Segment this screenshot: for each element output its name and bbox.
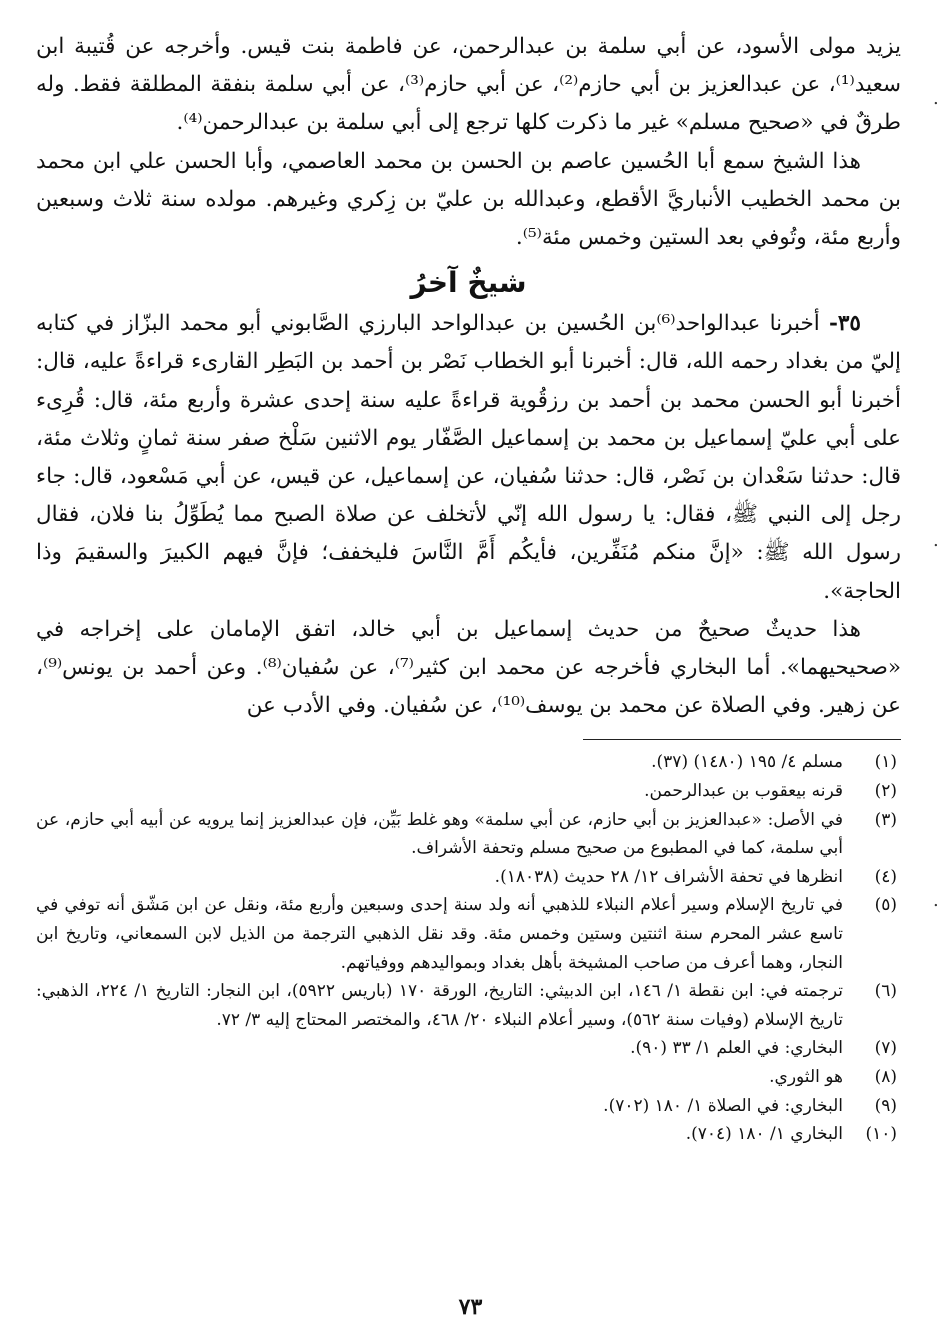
footnotes-section bbox=[36, 748, 901, 1148]
footnote-number: (١٠) bbox=[865, 1124, 897, 1145]
footnote-text: مسلم ٤/ ١٩٥ (١٤٨٠) (٣٧). bbox=[651, 752, 843, 773]
footnote-text: انظرها في تحفة الأشراف ١٢/ ٢٨ حديث (١٨٠٣٨). bbox=[494, 866, 843, 887]
footnote-number: (٤) bbox=[874, 866, 897, 887]
footnote bbox=[36, 806, 901, 863]
footnote-number: (٩) bbox=[874, 1095, 897, 1116]
margin-mark: . bbox=[933, 88, 939, 109]
footnote bbox=[36, 777, 901, 806]
footnote bbox=[36, 1120, 901, 1149]
entry-number: ٣٥- bbox=[828, 311, 861, 337]
footnote-text: هو الثوري. bbox=[769, 1066, 843, 1087]
footnote-number: (٥) bbox=[874, 895, 897, 916]
footnote-text: قرنه بيعقوب بن عبدالرحمن. bbox=[644, 781, 843, 802]
footnote-number: (٣) bbox=[874, 809, 897, 830]
page-content bbox=[36, 28, 901, 1149]
margin-mark: . bbox=[933, 530, 939, 551]
body-paragraph-2: هذا الشيخ سمع أبا الحُسين عاصم بن الحسن بن محمد العاصمي، وأبا الحسن علي ابن محمد بن محمد الخطيب الأنباريَّ الأقطع، وعبدالله بن عليّ بن زِكري وغيرهم. مولده سنة ثلاث وسبعين وأربع مئة، وتُوفي بعد الستين وخمس مئة⁽⁵⁾. bbox=[36, 148, 901, 251]
footnote-number: (١) bbox=[874, 752, 897, 773]
hadith-entry bbox=[36, 305, 901, 611]
footnote bbox=[36, 1063, 901, 1092]
footnote bbox=[36, 1034, 901, 1063]
footnote-text: ترجمته في: ابن نقطة ١/ ١٤٦، ابن الدبيثي: التاريخ، الورقة ١٧٠ (باريس ٥٩٢٢)، ابن النجار: التاريخ ١/ ٢٢٤، الذهبي: تاريخ الإسلام (وفيات سنة ٥٦٢)، وسير أعلام النبلاء ٢٠/ ٤٦٨، والمختصر المحتاج إليه ٣/ ٧٢. bbox=[36, 981, 843, 1030]
footnote-number: (٢) bbox=[874, 781, 897, 802]
footnote-text: البخاري: في الصلاة ١/ ١٨٠ (٧٠٢). bbox=[603, 1095, 843, 1116]
footnote-number: (٧) bbox=[874, 1038, 897, 1059]
margin-mark: . bbox=[933, 890, 939, 911]
page-number: ٧٣ bbox=[458, 1294, 483, 1320]
footnote bbox=[36, 748, 901, 777]
footnote-text: في تاريخ الإسلام وسير أعلام النبلاء للذهبي أنه ولد سنة إحدى وسبعين وأربع مئة، ونقل عن ابن مَشّق أنه توفي في تاسع عشر المحرم سنة اثنتين وستين وخمس مئة. وقد نقل الذهبي الترجمة من الذيل لابن السمعاني، وتاريخ ابن النجار، وهما أعرف من صاحب المشيخة بأهل بغداد وبمواليدهم ووفياتهم. bbox=[36, 895, 843, 973]
body-paragraph-1: يزيد مولى الأسود، عن أبي سلمة بن عبدالرحمن، عن فاطمة بنت قيس. وأخرجه عن قُتيبة ابن سعيد⁽¹⁾، عن عبدالعزيز بن أبي حازم⁽²⁾، عن أبي حازم⁽³⁾، عن أبي سلمة بنفقة المطلقة فقط. وله طرقٌ في «صحيح مسلم» غير ما ذكرت كلها ترجع إلى أبي سلمة بن عبدالرحمن⁽⁴⁾. bbox=[36, 34, 901, 136]
footnote-number: (٦) bbox=[874, 981, 897, 1002]
footnote-text: البخاري ١/ ١٨٠ (٧٠٤). bbox=[685, 1124, 843, 1145]
footnote bbox=[36, 1092, 901, 1121]
footnote bbox=[36, 891, 901, 977]
closing-paragraph: هذا حديثٌ صحيحٌ من حديث إسماعيل بن أبي خالد، اتفق الإمامان على إخراجه في «صحيحيهما». أما البخاري فأخرجه عن محمد ابن كثير⁽⁷⁾، عن سُفيان⁽⁸⁾. وعن أحمد بن يونس⁽⁹⁾، عن زهير. وفي الصلاة عن محمد بن يوسف⁽¹⁰⁾، عن سُفيان. وفي الأدب عن bbox=[36, 616, 901, 719]
entry-text: أخبرنا عبدالواحد⁽⁶⁾بن الحُسين بن عبدالواحد البارزي الصَّابوني أبو محمد البزّاز في كتابه إليّ من بغداد رحمه الله، قال: أخبرنا أبو الخطاب نَصْر بن أحمد بن البَطِر القارىء قراءةً عليه، قال: أخبرنا أبو الحسن محمد بن أحمد بن رزقُوية قراءةً عليه سنة إحدى عشرة وأربع مئة، قال: قُرِىء على أبي عليّ إسماعيل بن محمد بن إسماعيل الصَّفّار يوم الاثنين سَلْخ صفر سنة ثمانٍ وثلاث مئة، قال: حدثنا سَعْدان بن نَصْر، قال: حدثنا سُفيان، عن إسماعيل، عن قيس، عن أبي مَسْعود، قال: جاء رجل إلى النبي ﷺ، فقال: يا رسول الله إنّي لأتخلف عن صلاة الصبح مما يُطَوِّلُ بنا فلان، فقال رسول الله ﷺ: «إنَّ منكم مُنَفِّرين، فأيكُم أَمَّ النَّاسَ فليخفف؛ فإنَّ فيهم الكبيرَ والسقيمَ وذا الحاجة». bbox=[36, 311, 901, 604]
section-heading: شيخٌ آخرُ bbox=[410, 266, 527, 300]
footnote-number: (٨) bbox=[874, 1066, 897, 1087]
footnote-text: البخاري: في العلم ١/ ٣٣ (٩٠). bbox=[630, 1038, 843, 1059]
footnote-divider bbox=[583, 739, 901, 740]
footnote-text: في الأصل: «عبدالعزيز بن أبي حازم، عن أبي سلمة» وهو غلط بَيِّن، فإن عبدالعزيز إنما يرويه عن أبيه أبي حازم، عن أبي سلمة، كما في المطبوع من صحيح مسلم وتحفة الأشراف. bbox=[36, 809, 843, 859]
footnote bbox=[36, 863, 901, 892]
footnote bbox=[36, 977, 901, 1034]
